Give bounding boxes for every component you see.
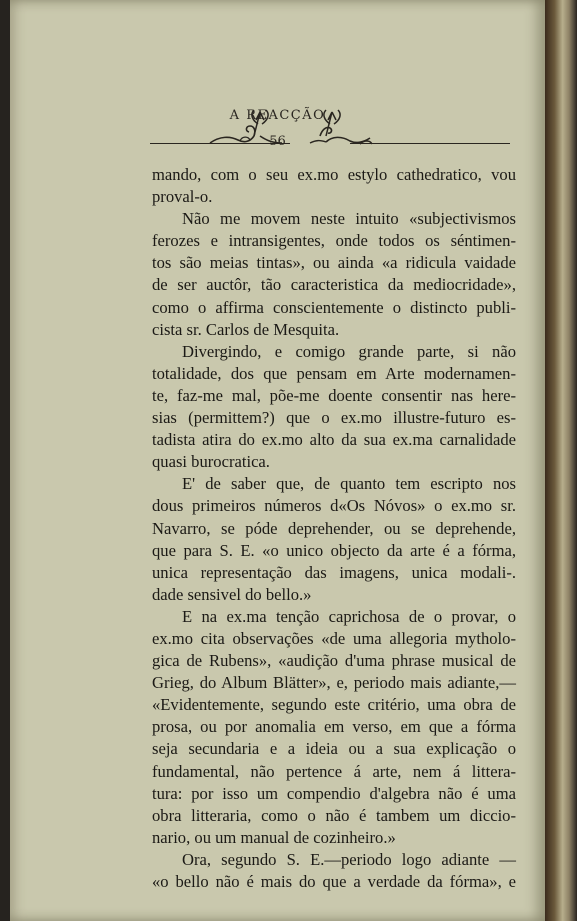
text-line: obra litteraria, como o não é tambem um diccio- bbox=[152, 805, 516, 825]
running-title: A REACÇÃO bbox=[229, 108, 326, 123]
body-text bbox=[152, 164, 516, 893]
text-line: nario, ou um manual de cozinheiro.» bbox=[152, 827, 396, 847]
text-line: quasi burocratica. bbox=[152, 452, 270, 472]
text-line: de ser auctôr, tão caracteristica da mediocridade», bbox=[152, 275, 516, 295]
text-line: ferozes e intransigentes, onde todos os séntimen- bbox=[152, 231, 516, 251]
text-line: ex.mo cita observações «de uma allegoria mytholo- bbox=[152, 628, 516, 648]
text-line: tadista atira do ex.mo alto da sua ex.ma carnalidade bbox=[152, 430, 516, 450]
text-line: sias (permittem?) que o ex.mo illustre-futuro es- bbox=[152, 408, 516, 428]
adjacent-page-edge bbox=[545, 0, 577, 921]
text-line: Ora, segundo S. E.—periodo logo adiante — bbox=[182, 849, 516, 869]
text-line: «Evidentemente, segundo este critério, uma obra de bbox=[152, 695, 516, 715]
text-line: dade sensivel do bello.» bbox=[152, 584, 312, 604]
text-line: como o affirma conscientemente o distincto publi- bbox=[152, 297, 516, 317]
text-line: cista sr. Carlos de Mesquita. bbox=[152, 319, 340, 339]
text-line: fundamental, não pertence á arte, nem á littera- bbox=[152, 761, 516, 781]
text-line: gica de Rubens», «audição d'uma phrase musical de bbox=[152, 651, 516, 671]
text-line: mando, com o seu ex.mo estylo cathedratico, vou bbox=[152, 165, 516, 184]
book-page bbox=[10, 0, 545, 921]
text-line: unica representação das imagens, unica modali-. bbox=[152, 562, 516, 582]
text-line: proval-o. bbox=[152, 187, 213, 207]
text-line: Divergindo, e comigo grande parte, si não bbox=[182, 341, 516, 361]
text-line: Grieg, do Album Blätter», e, periodo mais adiante,— bbox=[152, 673, 516, 693]
text-line: «o bello não é mais do que a verdade da fórma», e bbox=[152, 872, 516, 891]
text-line: te, faz-me mal, põe-me doente consentir nas here- bbox=[152, 385, 516, 405]
text-line: dous primeiros números d«Os Nóvos» o ex.mo sr. bbox=[152, 496, 516, 516]
text-line: E' de saber que, de quanto tem escripto nos bbox=[182, 474, 516, 494]
text-line: que para S. E. «o unico objecto da arte é a fórma, bbox=[152, 540, 516, 560]
text-line: prosa, ou por anomalia em verso, em que a fórma bbox=[152, 717, 516, 737]
page-number: 56 bbox=[269, 134, 286, 149]
text-line: E na ex.ma tenção caprichosa de o provar, o bbox=[182, 606, 516, 626]
text-line: Não me movem neste intuito «subjectivismos bbox=[182, 209, 516, 229]
text-line: totalidade, dos que pensam em Arte modernamen- bbox=[152, 363, 516, 383]
page-header bbox=[10, 100, 545, 160]
text-line: seja secundaria e a ideia ou a sua explicação o bbox=[152, 739, 516, 759]
text-line: tura: por isso um compendio d'algebra não é uma bbox=[152, 783, 516, 803]
text-line: tos são meias tintas», ou ainda «a ridicula vaidade bbox=[152, 253, 516, 273]
text-line: Navarro, se póde deprehender, ou se deprehende, bbox=[152, 518, 516, 538]
